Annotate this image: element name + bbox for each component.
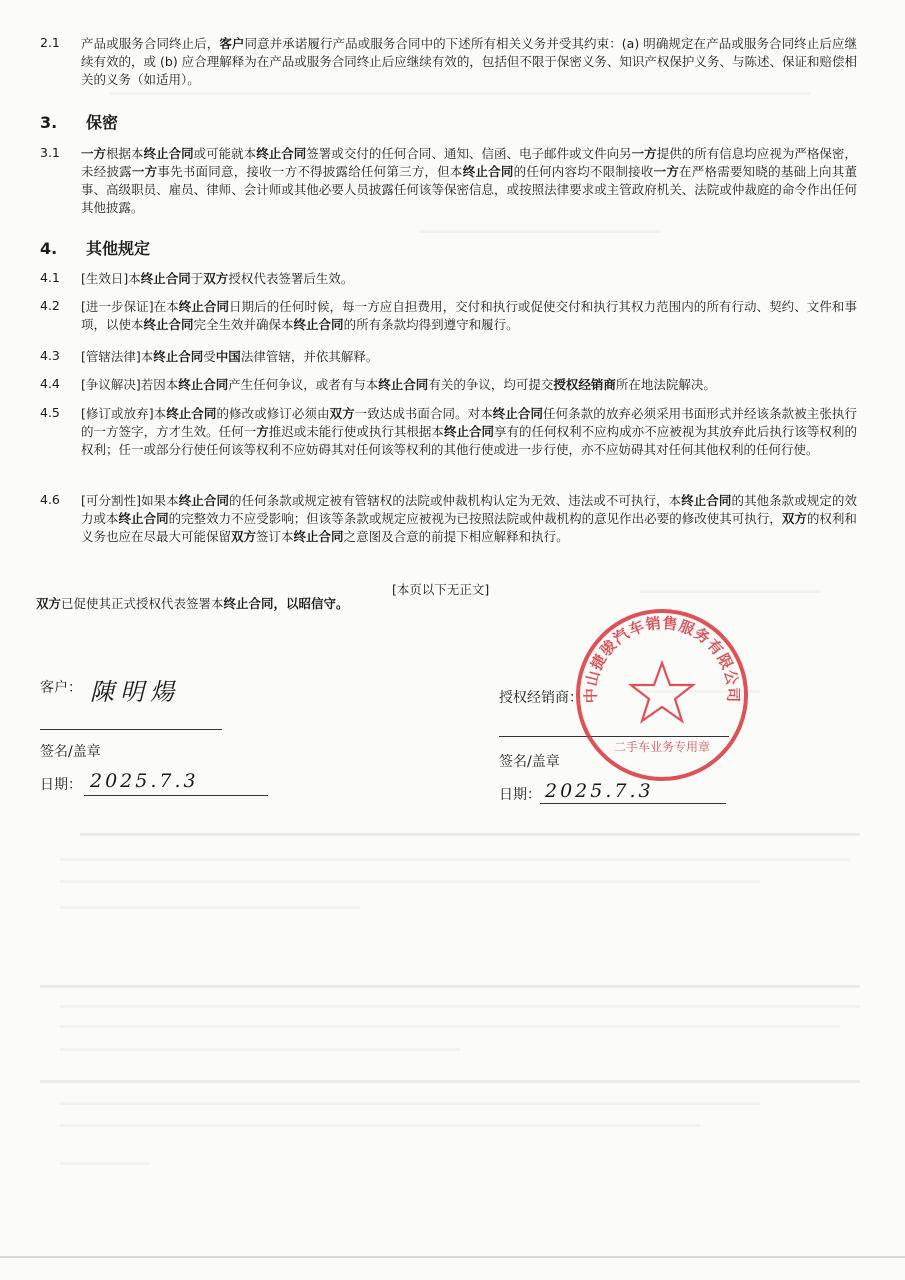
customer-label: 客户：	[40, 680, 82, 696]
seal-company-name: 中山捷骏汽车销售服务有限公司	[581, 613, 743, 704]
witness-bold-2: 终止合同，以昭信守。	[223, 596, 349, 611]
section-title: 保密	[86, 113, 119, 132]
clause-3-1-text: 一方根据本终止合同或可能就本终止合同签署或交付的任何合同、通知、信函、电子邮件或文件向另一方提供的所有信息均应视为严格保密，未经披露一方事先书面同意，接收一方不得披露给任何第三方，但本终止合同的任何内容均不限制接收一方在严格需要知晓的基础上向其董事、高级职员、雇员、律师、会计师或其他必要人员披露任何该等保密信息，或按照法律要求或主管政府机关、法院或仲裁庭的命令作出任何其他披露。	[81, 146, 857, 215]
dealer-sign-label: 签名/盖章	[499, 754, 560, 770]
customer-date-label: 日期：	[40, 777, 82, 793]
clause-4-5-text: [修订或放弃]本终止合同的修改或修订必须由双方一致达成书面合同。对本终止合同任何条款的放弃必须采用书面形式并经该条款被主张执行的一方签字，方才生效。任何一方推迟或未能行使或执行其根据本终止合同享有的任何权利不应构成亦不应被视为其放弃此后执行该等权利的权利；任一或部分行使任何该等权利不应妨碍其对任何该等权利的其他行使或进一步行使，亦不应妨碍其对任何其他权利的任何行使。	[81, 406, 857, 457]
section-number: 3.	[40, 113, 58, 132]
seal-subtitle: 二手车业务专用章	[613, 740, 711, 754]
company-seal-stamp	[572, 605, 752, 785]
clause-number: 4.2	[40, 298, 60, 313]
customer-date-value: 2025.7.3	[90, 770, 199, 792]
section-heading-other-provisions	[40, 236, 150, 259]
clause-4-3-text: [管辖法律]本终止合同受中国法律管辖，并依其解释。	[81, 349, 379, 364]
clause-number: 2.1	[40, 35, 60, 50]
section-heading-confidentiality	[40, 110, 118, 133]
clause-number: 4.3	[40, 348, 60, 363]
witness-statement	[36, 594, 349, 612]
dealer-date-line	[540, 803, 726, 804]
dealer-label: 授权经销商：	[499, 690, 583, 706]
clause-number: 4.4	[40, 376, 60, 391]
customer-date-line	[84, 795, 268, 796]
customer-signature: 陳明煬	[90, 678, 180, 706]
clause-number: 4.5	[40, 405, 60, 420]
section-number: 4.	[40, 239, 58, 258]
clause-4-2-text: [进一步保证]在本终止合同日期后的任何时候，每一方应自担费用，交付和执行或促使交付和执行其权力范围内的所有行动、契约、文件和事项，以使本终止合同完全生效并确保本终止合同的所有条款均得到遵守和履行。	[81, 299, 857, 332]
section-title: 其他规定	[86, 239, 151, 258]
seal-star-icon	[631, 663, 693, 721]
clause-2-1-text: 产品或服务合同终止后，客户同意并承诺履行产品或服务合同中的下述所有相关义务并受其约束：(a) 明确规定在产品或服务合同终止后应继续有效的，或 (b) 应合理解释为在产品或服务合同终止后应继续有效的，包括但不限于保密义务、知识产权保护义务、与陈述、保证和赔偿相关的义务（如适用）。	[81, 36, 857, 87]
dealer-date-label: 日期：	[499, 787, 541, 803]
witness-text: 已促使其正式授权代表签署本	[61, 596, 224, 611]
clause-4-1-text: [生效日]本终止合同于双方授权代表签署后生效。	[81, 271, 354, 286]
scan-edge	[0, 1256, 905, 1258]
clause-number: 4.1	[40, 270, 60, 285]
customer-sign-label: 签名/盖章	[40, 744, 101, 760]
clause-number: 4.6	[40, 492, 60, 507]
clause-4-6-text: [可分割性]如果本终止合同的任何条款或规定被有管辖权的法院或仲裁机构认定为无效、违法或不可执行，本终止合同的其他条款或规定的效力或本终止合同的完整效力不应受影响；但该等条款或规定应被视为已按照法院或仲裁机构的意见作出必要的修改使其可执行，双方的权利和义务也应在尽最大可能保留双方签订本终止合同之意图及合意的前提下相应解释和执行。	[81, 493, 857, 544]
dealer-date-value: 2025.7.3	[545, 780, 654, 802]
clause-number: 3.1	[40, 145, 60, 160]
witness-bold: 双方	[36, 596, 62, 611]
clause-4-4-text: [争议解决]若因本终止合同产生任何争议，或者有与本终止合同有关的争议，均可提交授权经销商所在地法院解决。	[81, 377, 716, 392]
end-of-text-note: [本页以下无正文]	[392, 582, 490, 597]
customer-signature-line	[40, 729, 222, 730]
